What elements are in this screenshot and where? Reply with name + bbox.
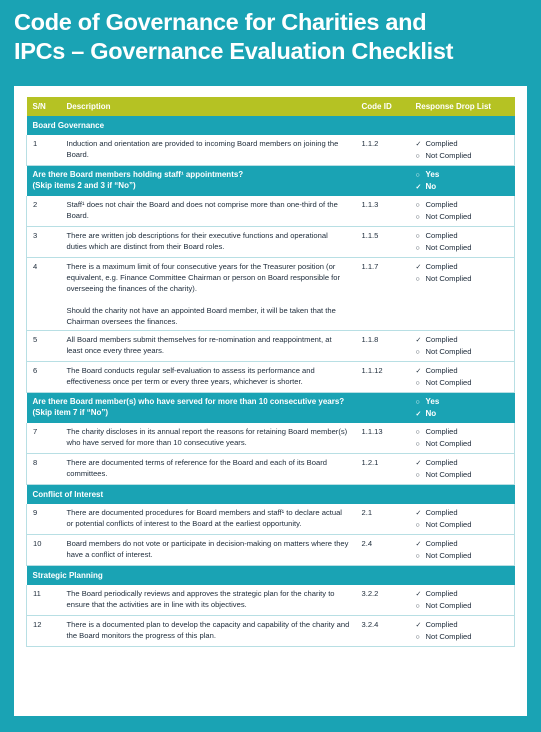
page-title	[14, 8, 534, 66]
checked-circle-icon: ✓	[415, 368, 422, 375]
empty-circle-icon: ○	[415, 429, 420, 436]
row-code: 1.1.5	[356, 227, 410, 258]
empty-circle-icon: ○	[415, 472, 420, 479]
row-code: 1.1.3	[356, 196, 410, 227]
question-response	[410, 393, 515, 424]
option-complied[interactable]: ✓ Complied	[415, 366, 458, 375]
option-complied[interactable]: ✓ Complied	[415, 620, 458, 629]
section-board-governance: Board Governance	[27, 116, 515, 135]
row-code: 1.1.8	[356, 331, 410, 362]
option-not-complied[interactable]: ○ Not Complied	[415, 274, 472, 283]
table-row	[27, 423, 515, 454]
empty-circle-icon: ○	[415, 172, 420, 179]
empty-circle-icon: ○	[415, 214, 420, 221]
checked-circle-icon: ✓	[415, 264, 422, 271]
response-cell	[410, 258, 515, 331]
row-sn: 6	[27, 362, 61, 393]
row-description: The Board conducts regular self-evaluation to assess its performance and effectiveness once per term or every three years, whichever is shorter.	[61, 362, 356, 393]
empty-circle-icon: ○	[415, 349, 420, 356]
checked-circle-icon: ✓	[415, 510, 422, 517]
title-line-2: IPCs – Governance Evaluation Checklist	[14, 38, 454, 64]
section-conflict-of-interest: Conflict of Interest	[27, 485, 515, 505]
table-row	[27, 585, 515, 616]
response-cell	[410, 227, 515, 258]
row-description: There are documented terms of reference for the Board and each of its Board committees.	[61, 454, 356, 485]
table-row	[27, 535, 515, 566]
response-cell	[410, 504, 515, 535]
option-complied[interactable]: ✓ Complied	[415, 262, 458, 271]
checked-circle-icon: ✓	[415, 184, 422, 191]
checked-circle-icon: ✓	[415, 411, 422, 418]
empty-circle-icon: ○	[415, 634, 420, 641]
response-cell	[410, 585, 515, 616]
response-cell	[410, 616, 515, 647]
option-not-complied[interactable]: ○ Not Complied	[415, 243, 472, 252]
checked-circle-icon: ✓	[415, 591, 422, 598]
checklist-card	[14, 86, 527, 716]
row-description: The charity discloses in its annual report the reasons for retaining Board member(s) who have served for more than 10 consecutive years.	[61, 423, 356, 454]
row-code: 2.4	[356, 535, 410, 566]
empty-circle-icon: ○	[415, 276, 420, 283]
question-long-serving-members: Are there Board member(s) who have served for more than 10 consecutive years? (Skip item 7 if “No”) ○ Yes ✓ No	[27, 393, 515, 424]
option-complied[interactable]: ✓ Complied	[415, 335, 458, 344]
option-complied[interactable]: ✓ Complied	[415, 589, 458, 598]
option-no[interactable]: ✓ No	[415, 409, 437, 418]
checked-circle-icon: ✓	[415, 622, 422, 629]
row-description: There is a documented plan to develop the capacity and capability of the charity and the Board monitors the progress of this plan.	[61, 616, 356, 647]
row-sn: 1	[27, 135, 61, 166]
row-sn: 9	[27, 504, 61, 535]
option-complied[interactable]: ✓ Complied	[415, 458, 458, 467]
empty-circle-icon: ○	[415, 202, 420, 209]
option-not-complied[interactable]: ○ Not Complied	[415, 212, 472, 221]
header-sn: S/N	[27, 97, 61, 116]
row-code: 2.1	[356, 504, 410, 535]
row-code: 1.1.13	[356, 423, 410, 454]
checklist-table	[26, 97, 515, 647]
row-sn: 11	[27, 585, 61, 616]
empty-circle-icon: ○	[415, 553, 420, 560]
question-response	[410, 166, 515, 197]
table-row	[27, 135, 515, 166]
option-not-complied[interactable]: ○ Not Complied	[415, 601, 472, 610]
row-description: Induction and orientation are provided to incoming Board members on joining the Board.	[61, 135, 356, 166]
row-code: 3.2.2	[356, 585, 410, 616]
empty-circle-icon: ○	[415, 441, 420, 448]
option-no[interactable]: ✓ No	[415, 182, 437, 191]
option-yes[interactable]: ○ Yes	[415, 397, 440, 406]
table-row	[27, 454, 515, 485]
row-description: The Board periodically reviews and approves the strategic plan for the charity to ensure that the activities are in line with its objectives.	[61, 585, 356, 616]
row-sn: 2	[27, 196, 61, 227]
option-not-complied[interactable]: ○ Not Complied	[415, 470, 472, 479]
row-sn: 4	[27, 258, 61, 331]
row-description: All Board members submit themselves for re-nomination and reappointment, at least once every three years.	[61, 331, 356, 362]
empty-circle-icon: ○	[415, 380, 420, 387]
header-code-id: Code ID	[356, 97, 410, 116]
row-sn: 5	[27, 331, 61, 362]
empty-circle-icon: ○	[415, 153, 420, 160]
row-sn: 7	[27, 423, 61, 454]
row-description: Board members do not vote or participate in decision-making on matters where they have a conflict of interest.	[61, 535, 356, 566]
empty-circle-icon: ○	[415, 603, 420, 610]
row-description: There are documented procedures for Board members and staff¹ to declare actual or potential conflicts of interest to the Board at the earliest opportunity.	[61, 504, 356, 535]
option-not-complied[interactable]: ○ Not Complied	[415, 439, 472, 448]
response-cell	[410, 423, 515, 454]
response-cell	[410, 454, 515, 485]
row-code: 1.1.12	[356, 362, 410, 393]
empty-circle-icon: ○	[415, 245, 420, 252]
section-strategic-planning: Strategic Planning	[27, 566, 515, 586]
row-description: Staff¹ does not chair the Board and does not comprise more than one-third of the Board.	[61, 196, 356, 227]
response-cell	[410, 331, 515, 362]
table-row	[27, 258, 515, 331]
row-sn: 10	[27, 535, 61, 566]
row-description: There is a maximum limit of four consecutive years for the Treasurer position (or equivalent, e.g. Finance Committee Chairman or person on Board responsible for overseeing the finances of the charity). Should the charity not have an appointed Board member, it will be taken that the Chairman oversees the finances.	[61, 258, 356, 331]
option-yes[interactable]: ○ Yes	[415, 170, 440, 179]
row-sn: 8	[27, 454, 61, 485]
table-row	[27, 227, 515, 258]
option-not-complied[interactable]: ○ Not Complied	[415, 378, 472, 387]
response-cell	[410, 196, 515, 227]
option-complied[interactable]: ○ Complied	[415, 231, 458, 240]
row-code: 1.2.1	[356, 454, 410, 485]
empty-circle-icon: ○	[415, 233, 420, 240]
row-description: There are written job descriptions for their executive functions and operational duties which are distinct from their Board roles.	[61, 227, 356, 258]
checked-circle-icon: ✓	[415, 460, 422, 467]
option-complied[interactable]: ○ Complied	[415, 200, 458, 209]
empty-circle-icon: ○	[415, 522, 420, 529]
table-row	[27, 504, 515, 535]
row-code: 3.2.4	[356, 616, 410, 647]
row-sn: 3	[27, 227, 61, 258]
title-line-1: Code of Governance for Charities and	[14, 9, 427, 35]
option-not-complied[interactable]: ○ Not Complied	[415, 632, 472, 641]
table-row	[27, 362, 515, 393]
option-not-complied[interactable]: ○ Not Complied	[415, 520, 472, 529]
checked-circle-icon: ✓	[415, 541, 422, 548]
header-description: Description	[61, 97, 356, 116]
checked-circle-icon: ✓	[415, 141, 422, 148]
row-code: 1.1.2	[356, 135, 410, 166]
table-row	[27, 196, 515, 227]
option-not-complied[interactable]: ○ Not Complied	[415, 551, 472, 560]
header-response: Response Drop List	[410, 97, 515, 116]
option-complied[interactable]: ✓ Complied	[415, 139, 458, 148]
checked-circle-icon: ✓	[415, 337, 422, 344]
option-not-complied[interactable]: ○ Not Complied	[415, 151, 472, 160]
table-row	[27, 331, 515, 362]
question-staff-appointments: Are there Board members holding staff¹ appointments? (Skip items 2 and 3 if “No”) ○ Yes ✓ No	[27, 166, 515, 197]
empty-circle-icon: ○	[415, 399, 420, 406]
response-cell	[410, 135, 515, 166]
option-complied[interactable]: ✓ Complied	[415, 508, 458, 517]
option-complied[interactable]: ○ Complied	[415, 427, 458, 436]
row-sn: 12	[27, 616, 61, 647]
row-code: 1.1.7	[356, 258, 410, 331]
response-cell	[410, 535, 515, 566]
table-row	[27, 616, 515, 647]
option-complied[interactable]: ✓ Complied	[415, 539, 458, 548]
response-cell	[410, 362, 515, 393]
option-not-complied[interactable]: ○ Not Complied	[415, 347, 472, 356]
table-header-row	[27, 97, 515, 116]
